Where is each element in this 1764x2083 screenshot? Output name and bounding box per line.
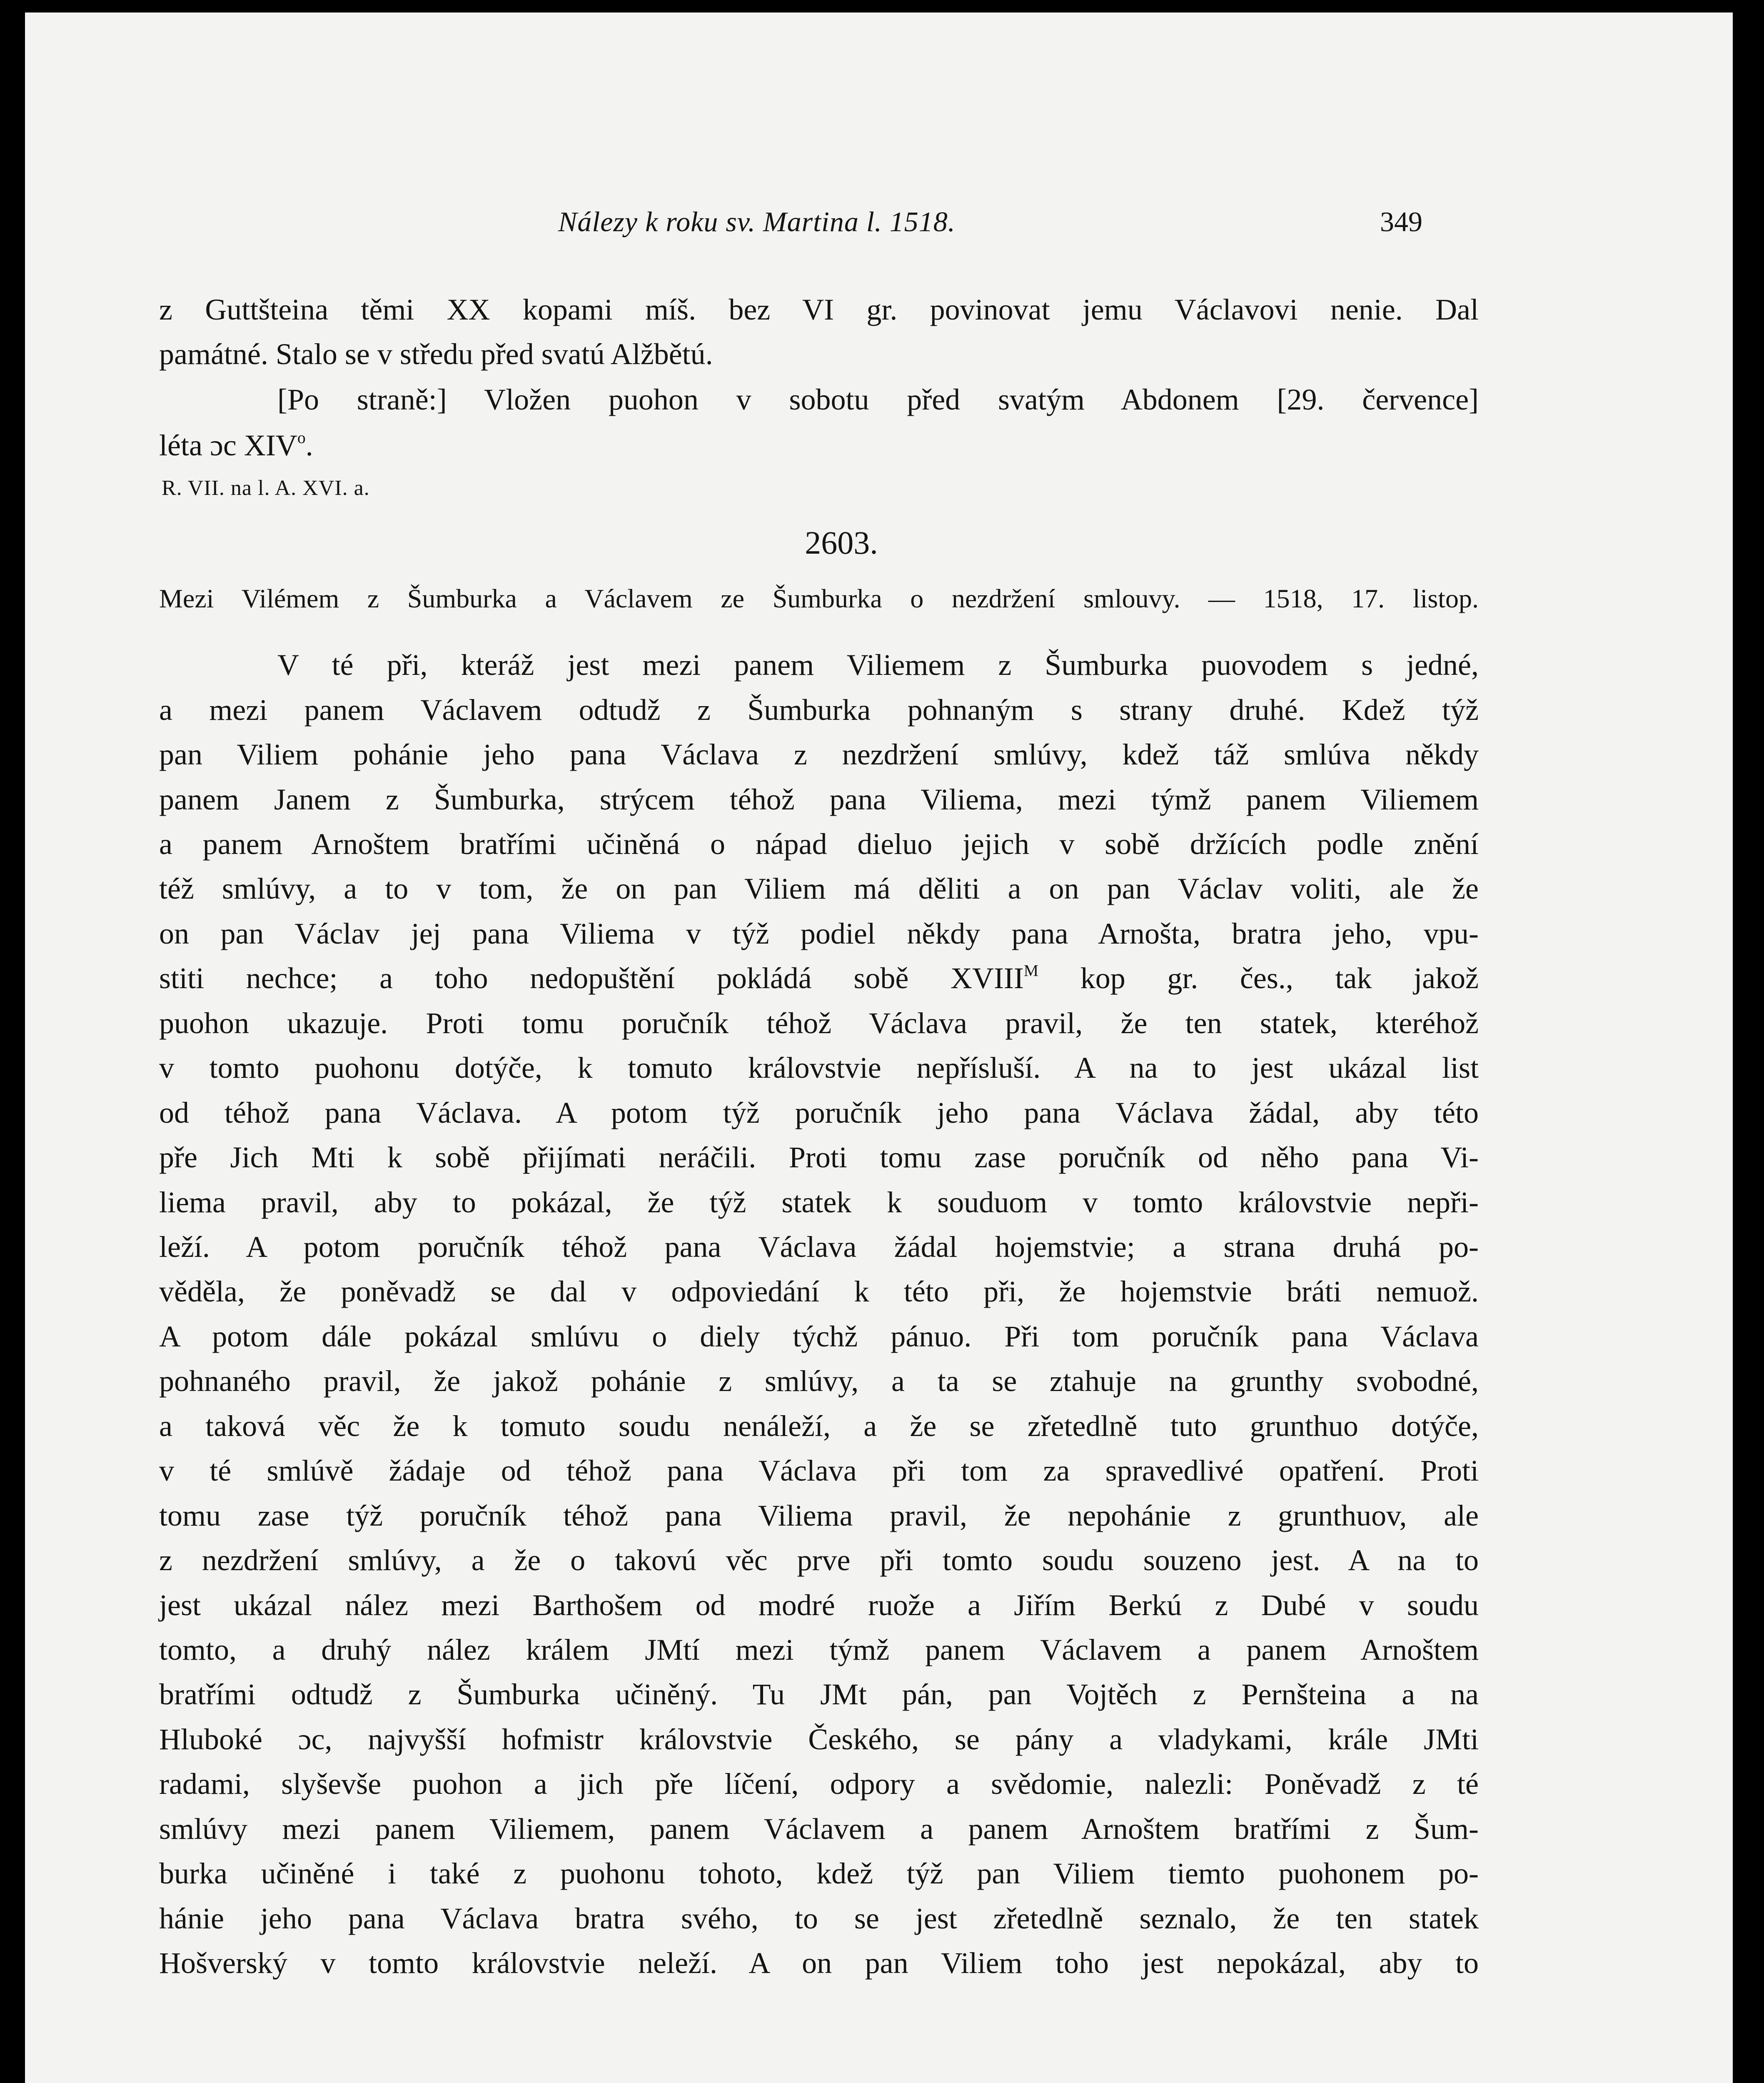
text-line: a taková věc že k tomuto soudu nenáleží, a že se zřetedlně tuto grunthuo dotýče, [159, 1409, 1479, 1443]
text-line: a mezi panem Václavem odtudž z Šumburka pohnaným s strany druhé. Kdež týž [159, 693, 1479, 727]
text-line: též smlúvy, a to v tom, že on pan Viliem má děliti a on pan Václav voliti, ale že [159, 872, 1479, 905]
text-line: liema pravil, aby to pokázal, že týž statek k souduom v tomto královstvie nepři- [159, 1186, 1479, 1219]
entry-summary: Mezi Vilémem z Šumburka a Václavem ze Šumburka o nezdržení smlouvy. — 1518, 17. listop. [159, 584, 1479, 613]
text-line: v té smlúvě žádaje od téhož pana Václava při tom za spravedlivé opatření. Proti [159, 1454, 1479, 1487]
text-line [159, 430, 1479, 460]
archive-reference: R. VII. na l. A. XVI. a. [162, 476, 370, 500]
text-line: [Po straně:] Vložen puohon v sobotu před svatým Abdonem [29. července] [277, 383, 1479, 416]
page-number: 349 [1380, 206, 1422, 237]
text-line: pře Jich Mti k sobě přijímati neráčili. Proti tomu zase poručník od něho pana Vi- [159, 1141, 1479, 1174]
text-line: radami, slyševše puohon a jich pře líčení, odpory a svědomie, nalezli: Poněvadž z té [159, 1767, 1479, 1801]
text-line: panem Janem z Šumburka, strýcem téhož pana Viliema, mezi týmž panem Viliemem [159, 783, 1479, 816]
text-line: Hluboké ɔc, najvyšší hofmistr královstvie Českého, se pány a vladykami, krále JMti [159, 1723, 1479, 1756]
text-line: V té při, kteráž jest mezi panem Viliemem z Šumburka puovodem s jedné, [277, 648, 1479, 682]
text-line: burka učiněné i také z puohonu tohoto, kdež týž pan Viliem tiemto puohonem po- [159, 1857, 1479, 1890]
text-line: z nezdržení smlúvy, a že o takovú věc prve při tomto soudu souzeno jest. A na to [159, 1544, 1479, 1577]
text-span: léta ɔc XIV [159, 429, 297, 462]
text-line: jest ukázal nález mezi Barthošem od modré ruože a Jiřím Berkú z Dubé v soudu [159, 1588, 1479, 1622]
text-line: tomto, a druhý nález králem JMtí mezi týmž panem Václavem a panem Arnoštem [159, 1633, 1479, 1666]
page-sheet [25, 12, 1733, 2083]
text-line: Hošverský v tomto královstvie neleží. A on pan Viliem toho jest nepokázal, aby to [159, 1946, 1479, 1980]
superscript: o [297, 428, 306, 447]
running-title: Nálezy k roku sv. Martina l. 1518. [558, 206, 956, 237]
text-line: puohon ukazuje. Proti tomu poručník téhož Václava pravil, že ten statek, kteréhož [159, 1007, 1479, 1040]
superscript: M [1023, 961, 1039, 980]
text-line: on pan Václav jej pana Viliema v týž podiel někdy pana Arnošta, bratra jeho, vpu- [159, 917, 1479, 950]
text-span: . [305, 429, 313, 462]
text-line: bratřími odtudž z Šumburka učiněný. Tu JMt pán, pan Vojtěch z Pernšteina a na [159, 1678, 1479, 1711]
text-line: v tomto puohonu dotýče, k tomuto královstvie nepřísluší. A na to jest ukázal list [159, 1051, 1479, 1084]
text-line: A potom dále pokázal smlúvu o diely týchž pánuo. Při tom poručník pana Václava [159, 1320, 1479, 1353]
text-line: věděla, že poněvadž se dal v odpoviedání k této při, že hojemstvie bráti nemuož. [159, 1275, 1479, 1308]
text-line: z Guttšteina těmi XX kopami míš. bez VI gr. povinovat jemu Václavovi nenie. Dal [159, 293, 1479, 326]
text-line: pan Viliem pohánie jeho pana Václava z nezdržení smlúvy, kdež táž smlúva někdy [159, 738, 1479, 771]
text-line: památné. Stalo se v středu před svatú Alžbětú. [159, 337, 713, 371]
text-line: leží. A potom poručník téhož pana Václava žádal hojemstvie; a strana druhá po- [159, 1230, 1479, 1264]
text-span: stiti nechce; a toho nedopuštění pokládá sobě XVIII [159, 962, 1024, 995]
text-line [159, 963, 1479, 993]
text-line: pohnaného pravil, že jakož pohánie z smlúvy, a ta se ztahuje na grunthy svobodné, [159, 1364, 1479, 1398]
text-line: od téhož pana Václava. A potom týž poručník jeho pana Václava žádal, aby této [159, 1096, 1479, 1129]
text-line: tomu zase týž poručník téhož pana Viliema pravil, že nepohánie z grunthuov, ale [159, 1499, 1479, 1532]
text-line: a panem Arnoštem bratřími učiněná o nápad dieluo jejich v sobě držících podle znění [159, 827, 1479, 861]
entry-number: 2603. [805, 524, 878, 561]
text-line: hánie jeho pana Václava bratra svého, to se jest zřetedlně seznalo, že ten statek [159, 1902, 1479, 1935]
text-line: smlúvy mezi panem Viliemem, panem Václavem a panem Arnoštem bratřími z Šum- [159, 1812, 1479, 1846]
text-span: kop gr. čes., tak jakož [1038, 962, 1479, 995]
